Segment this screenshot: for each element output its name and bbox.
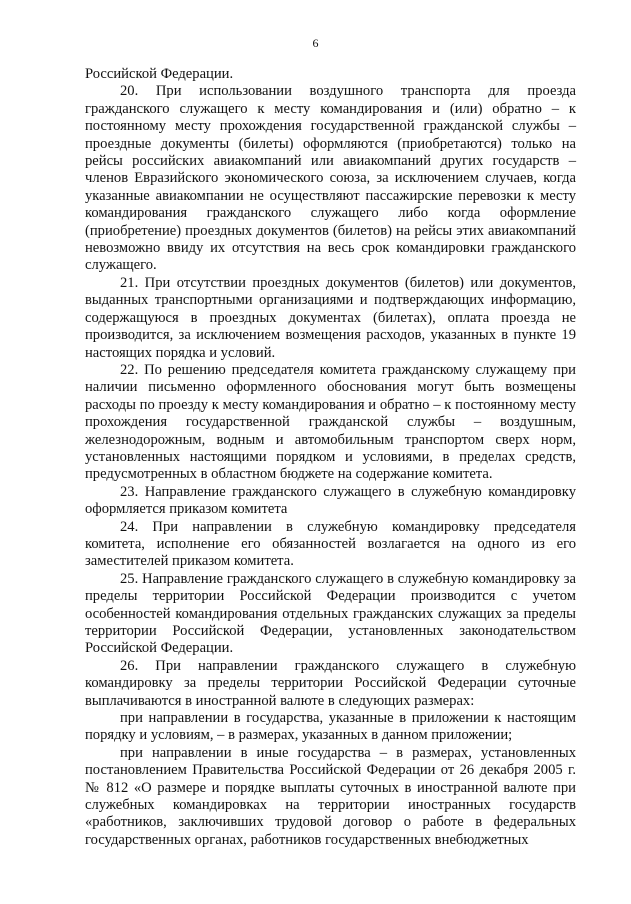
page-number: 6 xyxy=(312,36,319,50)
paragraph-21: 21. При отсутствии проездных документов (билетов) или документов, выданных транспортными организациями и подтверждающих информацию, содержащуюся в проездных документах (билетах), оплата проезда не производится, за исключением возмещения расходов, указанных в пункте 19 настоящих порядка и условий. xyxy=(85,274,576,361)
paragraph-continuation: Российской Федерации. xyxy=(85,66,234,82)
document-body xyxy=(85,66,576,849)
paragraph-26: 26. При направлении гражданского служащего в служебную командировку за пределы территории Российской Федерации суточные выплачиваются в иностранной валюте в следующих размерах: xyxy=(85,657,576,709)
paragraph-20: 20. При использовании воздушного транспорта для проезда гражданского служащего к месту командирования и (или) обратно – к постоянному месту прохождения государственной гражданской службы – проездные документы (билеты) оформляются (приобретаются) только на рейсы российских авиакомпаний или авиакомпаний других государств – членов Евразийского экономического союза, за исключением случаев, когда указанные авиакомпании не осуществляют пассажирские перевозки к месту командирования гражданского служащего либо когда оформление (приобретение) проездных документов (билетов) на рейсы этих авиакомпаний невозможно ввиду их отсутствия на весь срок командировки гражданского служащего. xyxy=(85,83,576,274)
paragraph-26-item-1: при направлении в государства, указанные в приложении к настоящим порядку и условиям, – в размерах, указанных в данном приложении; xyxy=(85,710,576,744)
paragraph-22: 22. По решению председателя комитета гражданскому служащему при наличии письменно оформленного обоснования могут быть возмещены расходы по проезду к месту командирования и обратно – к постоянному месту прохождения государственной гражданской службы – воздушным, железнодорожным, водным и автомобильным транспортом сверх норм, установленных настоящими порядком и условиями, в пределах средств, предусмотренных в областном бюджете на содержание комитета. xyxy=(85,361,576,483)
paragraph-23: 23. Направление гражданского служащего в служебную командировку оформляется приказом комитета xyxy=(85,483,576,518)
paragraph-24: 24. При направлении в служебную командировку председателя комитета, исполнение его обязанностей возлагается на одного из его заместителей приказом комитета. xyxy=(85,518,576,570)
paragraph-25: 25. Направление гражданского служащего в служебную командировку за пределы территории Российской Федерации производится с учетом особенностей командирования отдельных гражданских служащих за пределы территории Российской Федерации, установленных законодательством Российской Федерации. xyxy=(85,570,576,657)
paragraph-26-item-2: при направлении в иные государства – в размерах, установленных постановлением Правительства Российской Федерации от 26 декабря 2005 г. № 812 «О размере и порядке выплаты суточных в иностранной валюте при служебных командировках на территории иностранных государств «работников, заключивших трудовой договор о работе в федеральных государственных органах, работников государственных внебюджетных xyxy=(85,744,576,848)
